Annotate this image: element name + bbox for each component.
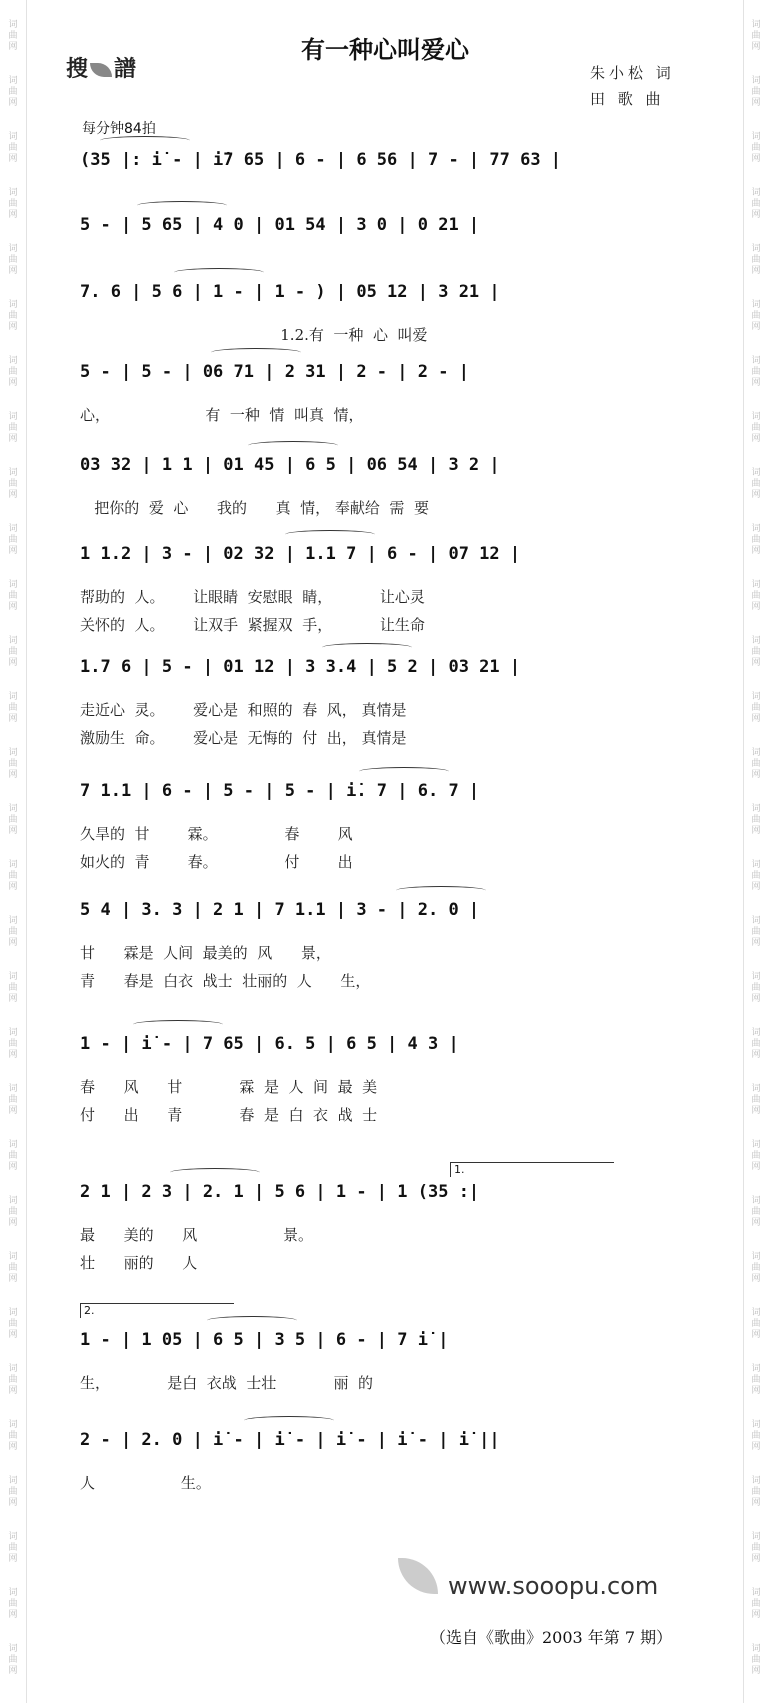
watermark-text: 词 曲 网 [8, 1476, 18, 1508]
notation-line: (35 |: i̇ - | i̇7 65 | 6 - | 6 56 | 7 - | 77 63 | [80, 150, 562, 170]
watermark-text: 词 曲 网 [751, 300, 761, 332]
score-row [80, 1182, 696, 1216]
score-row [80, 282, 696, 316]
watermark-text: 词 曲 网 [8, 916, 18, 948]
watermark-text: 词 曲 网 [751, 748, 761, 780]
watermark-text: 词 曲 网 [751, 1028, 761, 1060]
notation-line: 1.7 6 | 5 - | 01 12 | 3 3.4 | 5 2 | 03 21 | [80, 657, 521, 677]
watermark-text: 词 曲 网 [8, 300, 18, 332]
watermark-text: 词 曲 网 [751, 20, 761, 52]
lyrics-line: 最 美的 风 景。 [80, 1226, 314, 1244]
notation-line: 5 4 | 3. 3 | 2 1 | 7 1.1 | 3 - | 2. 0 | [80, 900, 480, 920]
watermark-text: 词 曲 网 [8, 76, 18, 108]
lyrics-line: 走近心 灵。 爱心是 和照的 春 风， 真情是 [80, 701, 407, 719]
score-row [80, 455, 696, 489]
lyrics-line: 如火的 青 春。 付 出 [80, 853, 353, 871]
watermark-text: 词 曲 网 [751, 1588, 761, 1620]
lyrics-line: 1.2.有 一种 心 叫爱 [80, 326, 428, 344]
slur-mark [285, 530, 375, 539]
watermark-text: 词 曲 网 [751, 692, 761, 724]
notation-line: 03 32 | 1 1 | 01 45 | 6 5 | 06 54 | 3 2 | [80, 455, 500, 475]
notation-line: 5 - | 5 65 | 4 0 | 01 54 | 3 0 | 0 21 | [80, 215, 480, 235]
watermark-text: 词 曲 网 [751, 132, 761, 164]
watermark-text: 词 曲 网 [8, 524, 18, 556]
logo-right-char: 譜 [114, 57, 137, 82]
watermark-text: 词 曲 网 [8, 636, 18, 668]
watermark-text: 词 曲 网 [8, 860, 18, 892]
lyrics-line: 人 生。 [80, 1474, 211, 1492]
volta-second-ending: 2. [80, 1303, 234, 1318]
score-row [80, 215, 696, 249]
watermark-text: 词 曲 网 [8, 692, 18, 724]
score-row [80, 657, 696, 691]
lyrics-line: 壮 丽的 人 [80, 1254, 198, 1272]
slur-mark [244, 1416, 334, 1425]
lyrics-line: 久旱的 甘 霖。 春 风 [80, 825, 353, 843]
watermark-text: 词 曲 网 [8, 468, 18, 500]
watermark-text: 词 曲 网 [8, 972, 18, 1004]
lyrics-line: 付 出 青 春 是 白 衣 战 士 [80, 1106, 378, 1124]
score-row [80, 781, 696, 815]
watermark-text: 词 曲 网 [8, 1028, 18, 1060]
watermark-text: 词 曲 网 [751, 1476, 761, 1508]
composer-credit: 田 歌 曲 [590, 90, 665, 108]
watermark-text: 词 曲 网 [8, 804, 18, 836]
notation-line: 5 - | 5 - | 06 71 | 2 31 | 2 - | 2 - | [80, 362, 469, 382]
lyrics-line: 把你的 爱 心 我的 真 情， 奉献给 需 要 [80, 499, 429, 517]
lyrics-line: 心， 有 一种 情 叫真 情， [80, 406, 364, 424]
score-row [80, 362, 696, 396]
tempo-marking: 每分钟84拍 [82, 121, 156, 137]
song-title: 有一种心叫爱心 [301, 35, 469, 64]
watermark-text: 词 曲 网 [751, 412, 761, 444]
watermark-text: 词 曲 网 [751, 1196, 761, 1228]
slur-mark [100, 136, 190, 145]
watermark-text: 词 曲 网 [751, 636, 761, 668]
website-url: www.sooopu.com [448, 1572, 659, 1600]
lyrics-line: 关怀的 人。 让双手 紧握双 手， 让生命 [80, 616, 425, 634]
lyricist-credit: 朱小松 词 [590, 64, 675, 82]
notation-line: 1 - | 1 05 | 6 5 | 3 5 | 6 - | 7 i̇ | [80, 1330, 449, 1350]
watermark-text: 词 曲 网 [8, 20, 18, 52]
slur-mark [174, 268, 264, 277]
score-row [80, 150, 696, 184]
watermark-text: 词 曲 网 [8, 132, 18, 164]
site-leaf-icon [398, 1558, 438, 1594]
slur-mark [322, 643, 412, 652]
watermark-text: 词 曲 网 [8, 244, 18, 276]
watermark-text: 词 曲 网 [751, 972, 761, 1004]
watermark-text: 词 曲 网 [8, 1308, 18, 1340]
leaf-icon [90, 63, 112, 77]
watermark-text: 词 曲 网 [8, 1532, 18, 1564]
score-row [80, 1034, 696, 1068]
watermark-text: 词 曲 网 [751, 1364, 761, 1396]
watermark-text: 词 曲 网 [751, 1140, 761, 1172]
watermark-text: 词 曲 网 [8, 1420, 18, 1452]
slur-mark [211, 348, 301, 357]
score-row [80, 1430, 696, 1464]
score-row [80, 1330, 696, 1364]
watermark-text: 词 曲 网 [8, 188, 18, 220]
source-note: （选自《歌曲》2003 年第 7 期） [430, 1628, 673, 1647]
lyrics-line: 甘 霖是 人间 最美的 风 景， [80, 944, 331, 962]
lyrics-line: 帮助的 人。 让眼睛 安慰眼 睛， 让心灵 [80, 588, 425, 606]
lyrics-line: 春 风 甘 霖 是 人 间 最 美 [80, 1078, 378, 1096]
watermark-text: 词 曲 网 [8, 1252, 18, 1284]
watermark-text: 词 曲 网 [8, 1084, 18, 1116]
notation-line: 7. 6 | 5 6 | 1 - | 1 - ) | 05 12 | 3 21 | [80, 282, 500, 302]
watermark-text: 词 曲 网 [751, 244, 761, 276]
lyrics-line: 生， 是白 衣战 士壮 丽 的 [80, 1374, 374, 1392]
score-row [80, 900, 696, 934]
watermark-text: 词 曲 网 [8, 748, 18, 780]
watermark-text: 词 曲 网 [751, 1084, 761, 1116]
watermark-text: 词 曲 网 [751, 76, 761, 108]
slur-mark [170, 1168, 260, 1177]
watermark-text: 词 曲 网 [751, 860, 761, 892]
watermark-text: 词 曲 网 [751, 1532, 761, 1564]
notation-line: 1 - | i̇ - | 7 65 | 6. 5 | 6 5 | 4 3 | [80, 1034, 459, 1054]
slur-mark [359, 767, 449, 776]
watermark-text: 词 曲 网 [8, 580, 18, 612]
slur-mark [133, 1020, 223, 1029]
notation-line: 1 1.2 | 3 - | 02 32 | 1.1 7 | 6 - | 07 12 | [80, 544, 521, 564]
logo-left-char: 搜 [66, 57, 89, 82]
slur-mark [396, 886, 486, 895]
score-row [80, 544, 696, 578]
sooopu-logo [66, 52, 136, 83]
watermark-text: 词 曲 网 [8, 356, 18, 388]
notation-line: 7 1.1 | 6 - | 5 - | 5 - | i̇. 7 | 6. 7 | [80, 781, 480, 801]
watermark-text: 词 曲 网 [751, 1420, 761, 1452]
watermark-text: 词 曲 网 [751, 188, 761, 220]
watermark-text: 词 曲 网 [751, 804, 761, 836]
watermark-text: 词 曲 网 [751, 468, 761, 500]
watermark-text: 词 曲 网 [751, 1644, 761, 1676]
watermark-text: 词 曲 网 [8, 1140, 18, 1172]
slur-mark [137, 201, 227, 210]
volta-first-ending: 1. [450, 1162, 614, 1177]
watermark-text: 词 曲 网 [751, 916, 761, 948]
watermark-text: 词 曲 网 [8, 1644, 18, 1676]
watermark-text: 词 曲 网 [751, 356, 761, 388]
notation-line: 2 - | 2. 0 | i̇ - | i̇ - | i̇ - | i̇ - | i̇ || [80, 1430, 500, 1450]
lyrics-line: 青 春是 白衣 战士 壮丽的 人 生， [80, 972, 371, 990]
watermark-text: 词 曲 网 [8, 1196, 18, 1228]
watermark-text: 词 曲 网 [8, 1364, 18, 1396]
lyrics-line: 激励生 命。 爱心是 无悔的 付 出， 真情是 [80, 729, 407, 747]
watermark-text: 词 曲 网 [751, 1308, 761, 1340]
watermark-text: 词 曲 网 [8, 412, 18, 444]
watermark-text: 词 曲 网 [751, 580, 761, 612]
watermark-text: 词 曲 网 [751, 524, 761, 556]
slur-mark [248, 441, 338, 450]
notation-line: 2 1 | 2 3 | 2. 1 | 5 6 | 1 - | 1 (35 :| [80, 1182, 480, 1202]
watermark-text: 词 曲 网 [751, 1252, 761, 1284]
watermark-text: 词 曲 网 [8, 1588, 18, 1620]
